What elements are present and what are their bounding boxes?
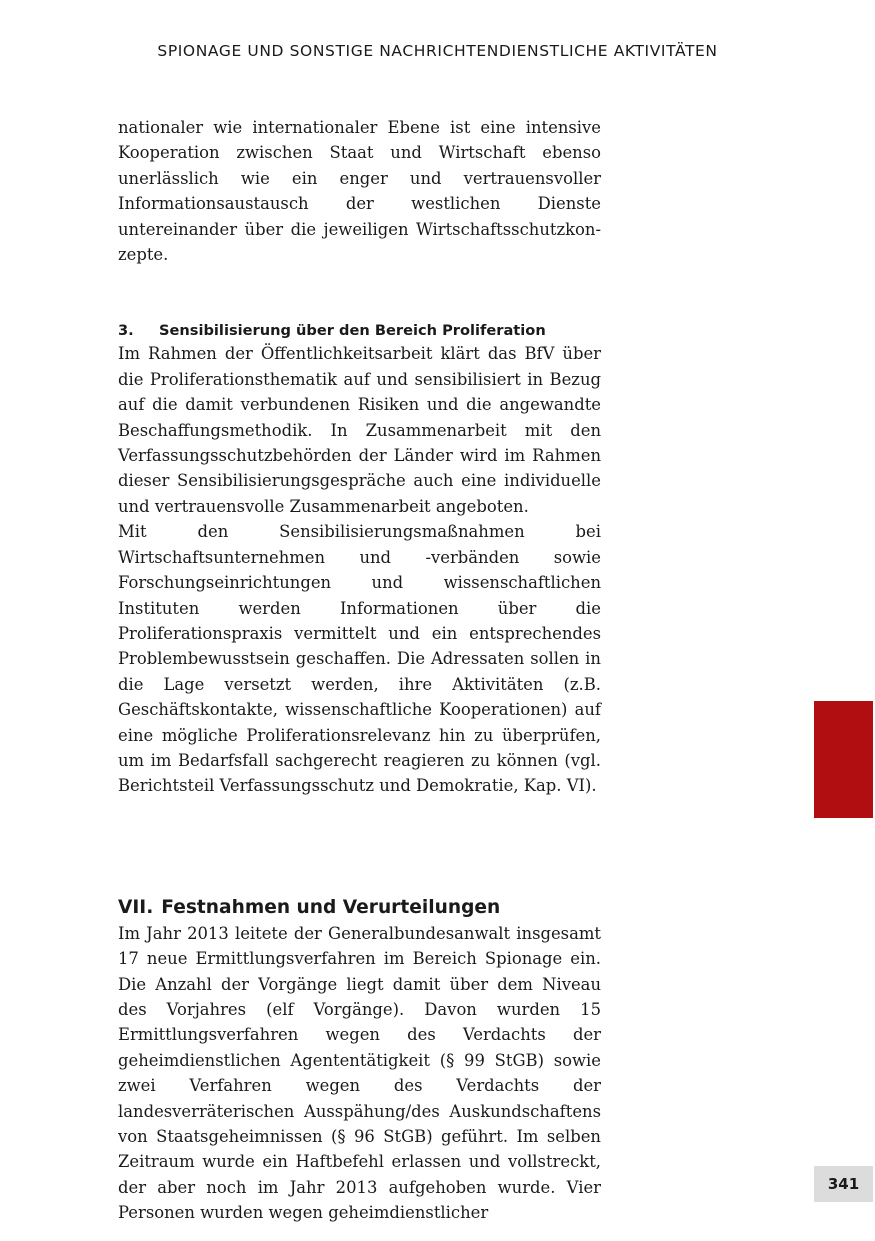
section-heading: [118, 895, 601, 921]
subsection-number: 3.: [118, 322, 134, 340]
running-header: SPIONAGE UND SONSTIGE NACHRICHTENDIENSTLICHE AKTIVITÄTEN: [157, 42, 718, 60]
intro-paragraph: nationaler wie internationaler Ebene ist eine intensive Kooperation zwischen Staat und Wirtschaft ebenso unerlässlich wie ein enger und vertrauensvoller Informationsaustausch der westlichen Dienste untereinander über die jeweiligen Wirtschaftsschutzkonzepte.: [118, 118, 601, 265]
page-number: 341: [814, 1166, 873, 1202]
subsection-title: Sensibilisierung über den Bereich Proliferation: [159, 322, 546, 340]
subsection-paragraph-2: Mit den Sensibilisierungsmaßnahmen bei Wirtschaftsunternehmen und -verbänden sowie Forschungseinrichtungen und wissenschaftlichen Instituten werden Informationen über die Proliferationspraxis vermittelt und ein entsprechendes Problembewusstsein geschaffen. Die Adressaten sollen in die Lage versetzt werden, ihre Aktivitäten (z.B. Geschäftskontakte, wissenschaftliche Kooperationen) auf eine mögliche Proliferationsrelevanz hin zu überprüfen, um im Bedarfsfall sachgerecht reagieren zu können (vgl. Berichtsteil Verfassungsschutz und Demokratie, Kap. VI).: [118, 522, 601, 796]
section-paragraph-1: Im Jahr 2013 leitete der Generalbundesanwalt insgesamt 17 neue Ermittlungsverfahren im Bereich Spionage ein. Die Anzahl der Vorgänge liegt damit über dem Niveau des Vorjahres (elf Vorgänge). Davon wurden 15 Ermittlungsverfahren wegen des Verdachts der geheimdienstlichen Agententätigkeit (§ 99 StGB) sowie zwei Verfahren wegen des Verdachts der landesverräterischen Ausspähung/des Auskundschaftens von Staatsgeheimnissen (§ 96 StGB) geführt. Im selben Zeitraum wurde ein Haftbefehl erlassen und vollstreckt, der aber noch im Jahr 2013 aufgehoben wurde. Vier Personen wurden wegen geheimdienstlicher: [118, 923, 601, 1223]
subsection-paragraph-1: Im Rahmen der Öffentlichkeitsarbeit klärt das BfV über die Proliferationsthematik auf und sensibilisiert in Bezug auf die damit verbundenen Risiken und die angewandte Beschaffungsmethodik. In Zusammenarbeit mit den Verfassungsschutzbehörden der Länder wird im Rahmen dieser Sensibilisierungsgespräche auch eine individuelle und vertrauensvolle Zusammenarbeit angeboten.: [118, 344, 601, 516]
section-title: Festnahmen und Verurteilungen: [161, 896, 501, 918]
subsection-heading: [118, 321, 601, 341]
chapter-thumb-tab: [814, 701, 873, 818]
section-number: VII.: [118, 896, 154, 918]
page-content: [118, 115, 601, 1226]
